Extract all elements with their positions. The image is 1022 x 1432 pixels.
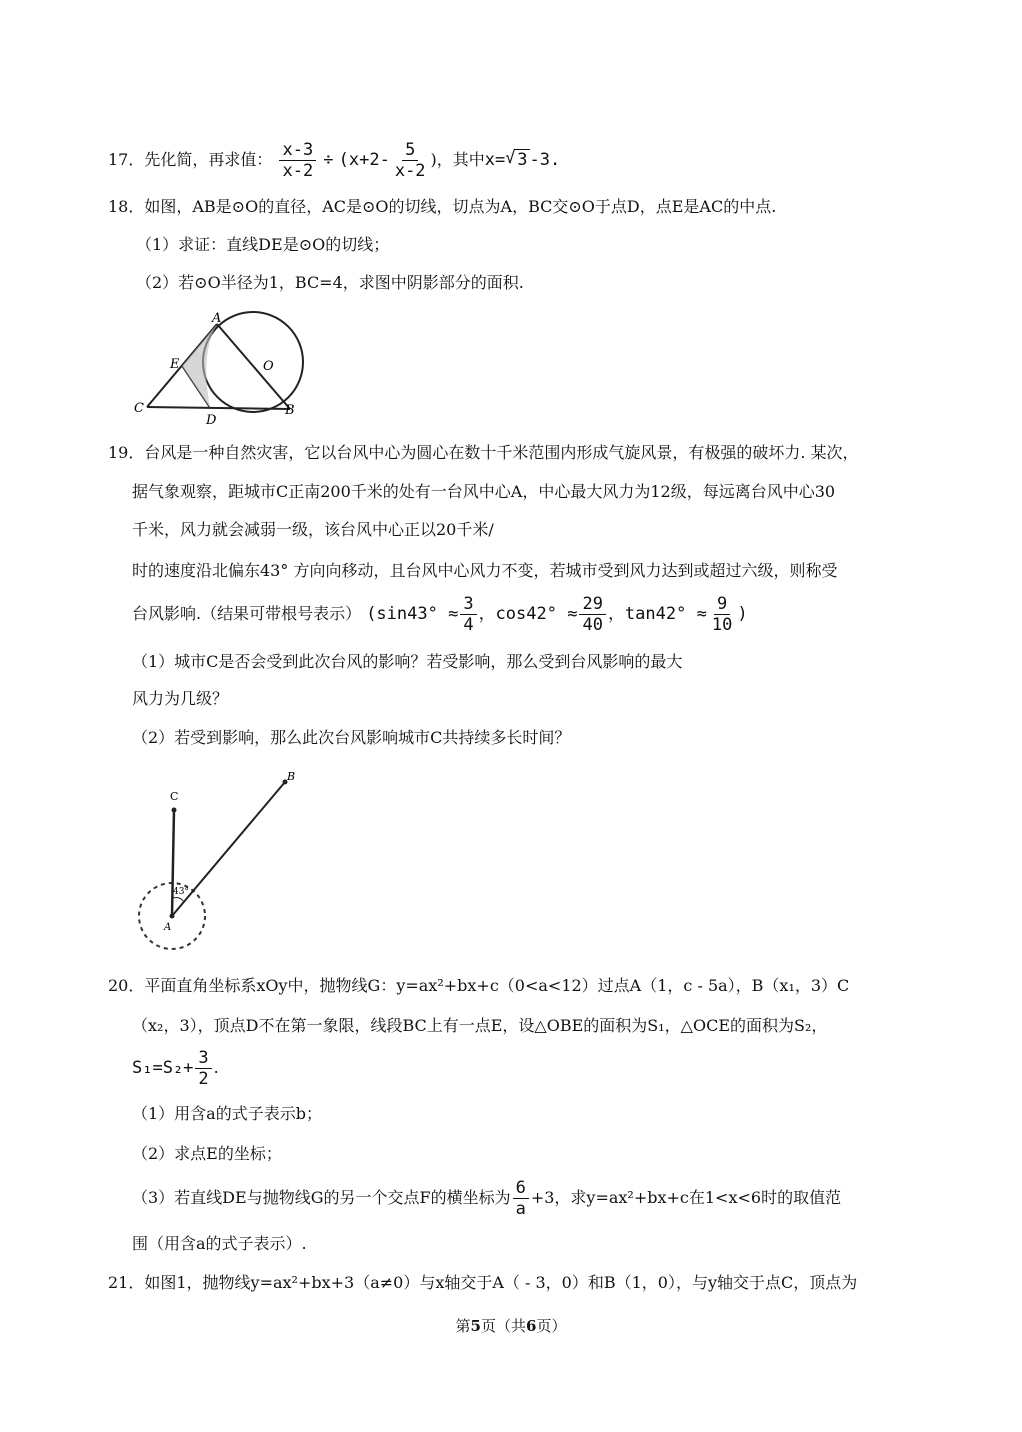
q20-line-2: （x₂，3），顶点D不在第一象限，线段BC上有一点E，设△OBE的面积为S₁，△OCE的面积为S₂， xyxy=(132,1016,828,1035)
q19-line-4: 时的速度沿北偏东43° 方向向移动，且台风中心风力不变，若城市受到风力达到或超过六级，则称受 xyxy=(132,561,838,580)
q19-figure xyxy=(130,768,310,954)
footer-total-pages: 6 xyxy=(526,1317,537,1335)
q17-sqrt: √ 3 xyxy=(505,148,528,170)
q17-number: 17． xyxy=(108,150,145,169)
q17-fraction-2: $\frac{5}{x-2}$ xyxy=(394,140,426,181)
q19-line-8: （2）若受到影响，那么此次台风影响城市C共持续多长时间？ xyxy=(132,728,571,747)
q18-line-3: （2）若⊙O半径为1，BC=4，求图中阴影部分的面积. xyxy=(136,273,524,292)
q19-label-b: B xyxy=(287,770,296,783)
q17-line xyxy=(108,140,560,181)
q19-sin-fraction: $\frac{3}{4}$ xyxy=(460,594,476,635)
q19-tan-fraction: $\frac{9}{10}$ xyxy=(711,594,733,635)
q17-fraction-1: $\frac{x-3}{x-2}$ xyxy=(279,140,316,181)
q20-line-3 xyxy=(132,1046,219,1090)
page-footer xyxy=(0,1315,1022,1336)
q19-line-5 xyxy=(132,592,748,636)
q19-sin-label: (sin43° ≈ xyxy=(366,604,459,624)
q20-line-6 xyxy=(132,1176,841,1220)
footer-page-number: 5 xyxy=(470,1317,481,1335)
q18-line-2: （1）求证：直线DE是⊙O的切线； xyxy=(136,235,390,254)
q20-s-fraction: $\frac{3}{2}$ xyxy=(195,1048,211,1089)
q17-divide: ÷ xyxy=(323,150,334,170)
q19-label-a: A xyxy=(164,922,172,933)
q20-line-6-fraction: $\frac{6}{a}$ xyxy=(513,1178,529,1219)
q17-paren-open: (x+2- xyxy=(338,150,390,170)
q20-line-4: （1）用含a的式子表示b； xyxy=(132,1104,322,1123)
q17-tail: -3. xyxy=(529,150,561,170)
q19-line-3: 千米，风力就会减弱一级，该台风中心正以20千米/ xyxy=(132,520,494,539)
q17-paren-close: )，其中 xyxy=(430,150,485,169)
q19-line-6: （1）城市C是否会受到此次台风的影响？若受影响，那么受到台风影响的最大 xyxy=(132,652,683,671)
q18-label-o: O xyxy=(263,359,274,374)
q20-line-1: 20．平面直角坐标系xOy中，抛物线G：y=ax²+bx+c（0<a<12）过点A（1，c - 5a），B（x₁，3）C xyxy=(108,976,850,995)
q18-label-b: B xyxy=(285,403,295,418)
q19-line-5-text: 台风影响.（结果可带根号表示） xyxy=(132,604,362,623)
q19-line-7: 风力为几级？ xyxy=(132,689,229,708)
footer-pre: 第 xyxy=(455,1317,471,1335)
q18-label-d: D xyxy=(206,413,217,428)
q19-tan-label: ，tan42° ≈ xyxy=(607,604,707,624)
q19-cos-fraction: $\frac{29}{40}$ xyxy=(579,594,605,635)
q17-x-eq: x= xyxy=(484,150,506,170)
q17-text: 先化简，再求值： xyxy=(144,150,273,169)
q19-cos-label: ，cos42° ≈ xyxy=(478,604,578,624)
q20-s-dot: . xyxy=(213,1058,219,1077)
q18-label-a: A xyxy=(212,311,222,326)
q20-line-7: 围（用含a的式子表示）. xyxy=(132,1234,307,1253)
footer-post: 页） xyxy=(536,1317,567,1335)
q20-line-6-b: +3，求y=ax²+bx+c在1<x<6时的取值范 xyxy=(530,1188,842,1207)
footer-mid: 页（共 xyxy=(480,1317,526,1335)
q19-label-angle: 43° xyxy=(173,887,189,897)
q18-label-c: C xyxy=(134,401,144,416)
q19-line-2: 据气象观察，距城市C正南200千米的处有一台风中心A，中心最大风力为12级，每远离台风中心30 xyxy=(132,482,836,501)
q19-label-c: C xyxy=(170,790,179,803)
q20-line-6-a: （3）若直线DE与抛物线G的另一个交点F的横坐标为 xyxy=(132,1188,511,1207)
q18-figure xyxy=(130,304,320,429)
q20-line-5: （2）求点E的坐标； xyxy=(132,1144,282,1163)
q21-line-1: 21．如图1，抛物线y=ax²+bx+3（a≠0）与x轴交于A（ - 3，0）和B（1，0），与y轴交于点C，顶点为 xyxy=(108,1273,858,1292)
q19-trig-close: ) xyxy=(737,604,748,624)
q19-line-1: 19．台风是一种自然灾害，它以台风中心为圆心在数十千米范围内形成气旋风景，有极强的破坏力. 某次， xyxy=(108,443,859,462)
q18-label-e: E xyxy=(170,357,180,372)
q20-s-eq: S₁=S₂+ xyxy=(132,1058,194,1078)
q18-line-1: 18．如图，AB是⊙O的直径，AC是⊙O的切线，切点为A，BC交⊙O于点D，点E是AC的中点. xyxy=(108,197,777,216)
